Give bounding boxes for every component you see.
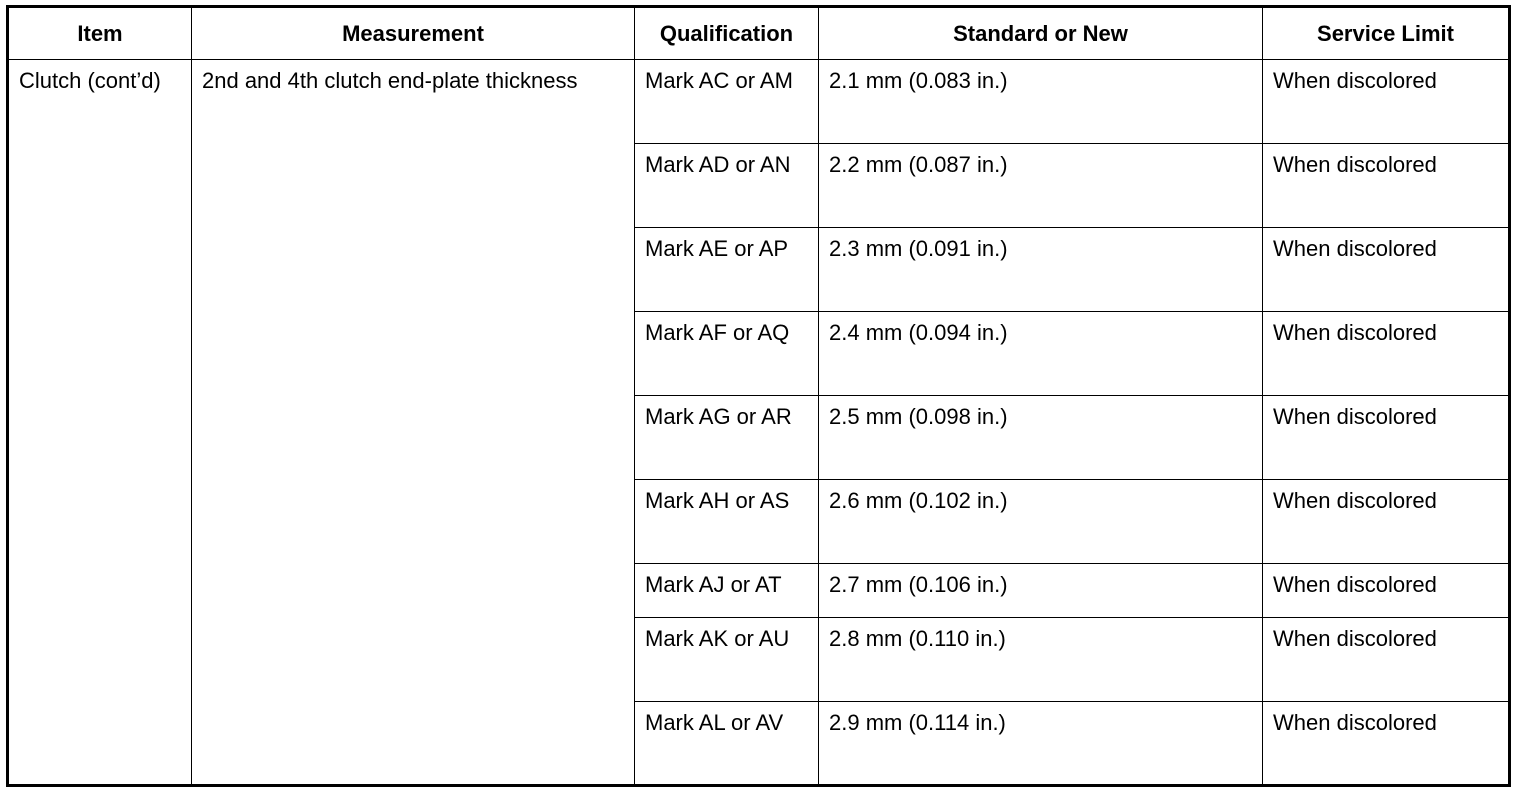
qualification-cell: Mark AL or AV [635, 702, 819, 786]
standard-cell: 2.6 mm (0.102 in.) [819, 480, 1263, 564]
standard-cell: 2.3 mm (0.091 in.) [819, 228, 1263, 312]
standard-cell: 2.2 mm (0.087 in.) [819, 144, 1263, 228]
header-qualification: Qualification [635, 7, 819, 60]
header-measurement: Measurement [192, 7, 635, 60]
qualification-cell: Mark AE or AP [635, 228, 819, 312]
qualification-cell: Mark AF or AQ [635, 312, 819, 396]
qualification-cell: Mark AJ or AT [635, 564, 819, 618]
table-row [8, 60, 1510, 144]
table-header-row [8, 7, 1510, 60]
specifications-table [6, 5, 1511, 787]
standard-cell: 2.9 mm (0.114 in.) [819, 702, 1263, 786]
header-standard: Standard or New [819, 7, 1263, 60]
service-limit-cell: When discolored [1263, 312, 1510, 396]
item-cell: Clutch (cont’d) [8, 60, 192, 786]
service-limit-cell: When discolored [1263, 144, 1510, 228]
service-limit-cell: When discolored [1263, 702, 1510, 786]
service-limit-cell: When discolored [1263, 618, 1510, 702]
standard-cell: 2.4 mm (0.094 in.) [819, 312, 1263, 396]
qualification-cell: Mark AK or AU [635, 618, 819, 702]
header-service-limit: Service Limit [1263, 7, 1510, 60]
qualification-cell: Mark AH or AS [635, 480, 819, 564]
measurement-cell: 2nd and 4th clutch end-plate thickness [192, 60, 635, 786]
service-limit-cell: When discolored [1263, 480, 1510, 564]
service-limit-cell: When discolored [1263, 396, 1510, 480]
qualification-cell: Mark AG or AR [635, 396, 819, 480]
service-limit-cell: When discolored [1263, 564, 1510, 618]
qualification-cell: Mark AC or AM [635, 60, 819, 144]
service-limit-cell: When discolored [1263, 60, 1510, 144]
service-limit-cell: When discolored [1263, 228, 1510, 312]
standard-cell: 2.5 mm (0.098 in.) [819, 396, 1263, 480]
qualification-cell: Mark AD or AN [635, 144, 819, 228]
standard-cell: 2.8 mm (0.110 in.) [819, 618, 1263, 702]
header-item: Item [8, 7, 192, 60]
standard-cell: 2.1 mm (0.083 in.) [819, 60, 1263, 144]
standard-cell: 2.7 mm (0.106 in.) [819, 564, 1263, 618]
